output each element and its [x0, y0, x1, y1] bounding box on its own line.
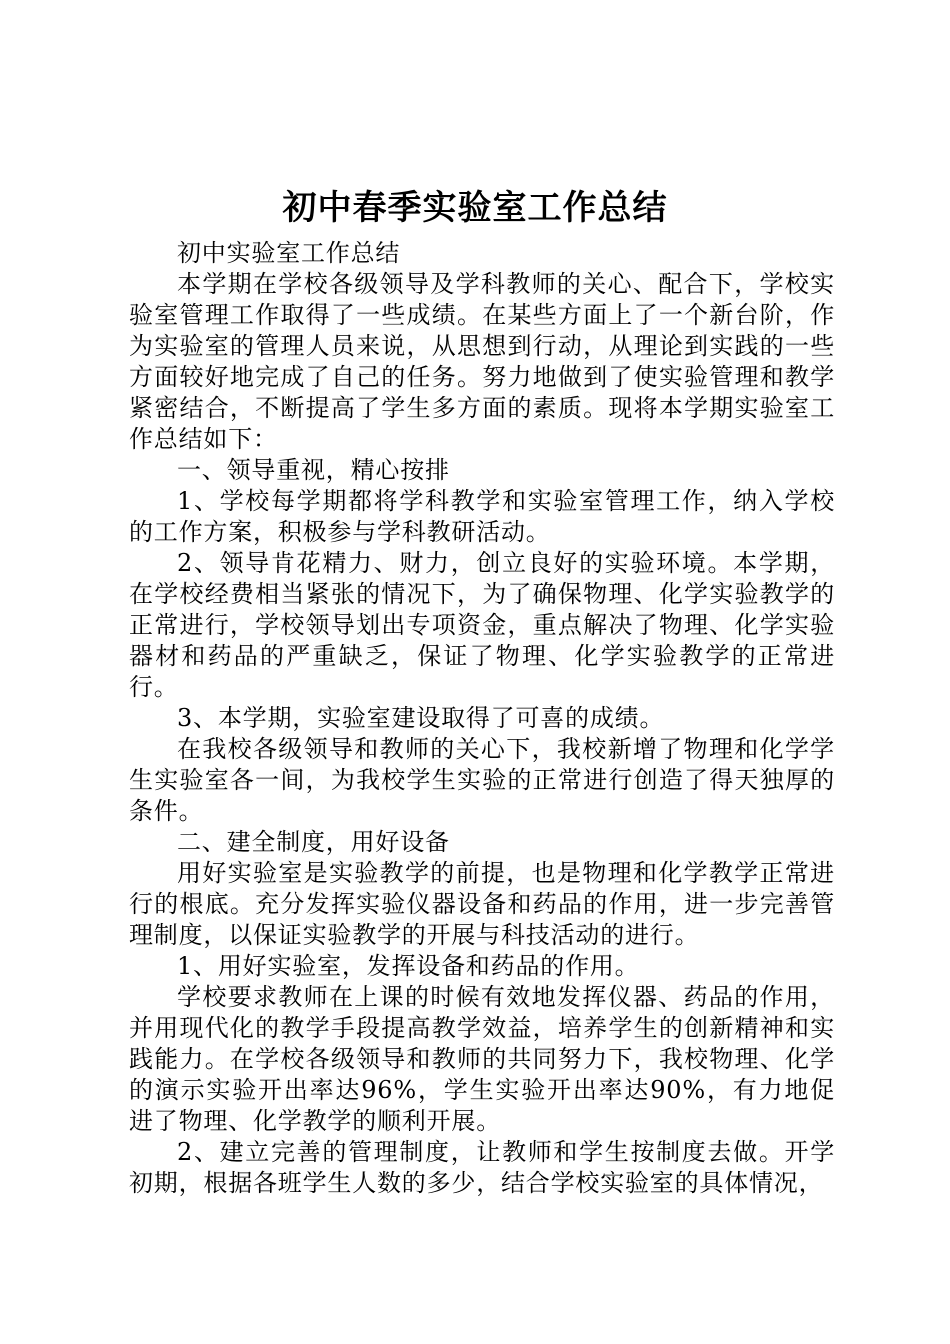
paragraph-subtitle: 初中实验室工作总结: [177, 239, 401, 267]
paragraph: 3、本学期，实验室建设取得了可喜的成绩。: [177, 704, 665, 732]
paragraph-intro: 本学期在学校各级领导及学科教师的关心、配合下，学校实验室管理工作取得了一些成绩。在某些方面上了一个新台阶，作为实验室的管理人员来说，从思想到行动，从理论到实践的一些方面较好地完成了自己的任务。努力地做到了使实验管理和教学紧密结合，不断提高了学生多方面的素质。现将本学期实验室工作总结如下：: [129, 270, 835, 453]
document-title: 初中春季实验室工作总结: [282, 188, 668, 228]
paragraph: 用好实验室是实验教学的前提，也是物理和化学教学正常进行的根底。充分发挥实验仪器设备和药品的作用，进一步完善管理制度，以保证实验教学的开展与科技活动的进行。: [129, 859, 835, 949]
paragraph: 在我校各级领导和教师的关心下，我校新增了物理和化学学生实验室各一间，为我校学生实验的正常进行创造了得天独厚的条件。: [129, 735, 835, 825]
paragraph: 1、用好实验室，发挥设备和药品的作用。: [177, 952, 640, 980]
section-heading-1: 一、领导重视，精心按排: [177, 456, 450, 484]
paragraph: 2、领导肯花精力、财力，创立良好的实验环境。本学期，在学校经费相当紧张的情况下，为了确保物理、化学实验教学的正常进行，学校领导划出专项资金，重点解决了物理、化学实验器材和药品的严重缺乏，保证了物理、化学实验教学的正常进行。: [129, 549, 835, 701]
paragraph: 1、学校每学期都将学科教学和实验室管理工作，纳入学校的工作方案，积极参与学科教研活动。: [129, 487, 835, 546]
paragraph: 学校要求教师在上课的时候有效地发挥仪器、药品的作用，并用现代化的教学手段提高教学效益，培养学生的创新精神和实践能力。在学校各级领导和教师的共同努力下，我校物理、化学的演示实验开出率达96%，学生实验开出率达90%，有力地促进了物理、化学教学的顺利开展。: [129, 983, 835, 1135]
paragraph: 2、建立完善的管理制度，让教师和学生按制度去做。开学初期，根据各班学生人数的多少，结合学校实验室的具体情况，: [129, 1138, 835, 1197]
document-body: [129, 238, 835, 1199]
section-heading-2: 二、建全制度，用好设备: [177, 828, 450, 856]
